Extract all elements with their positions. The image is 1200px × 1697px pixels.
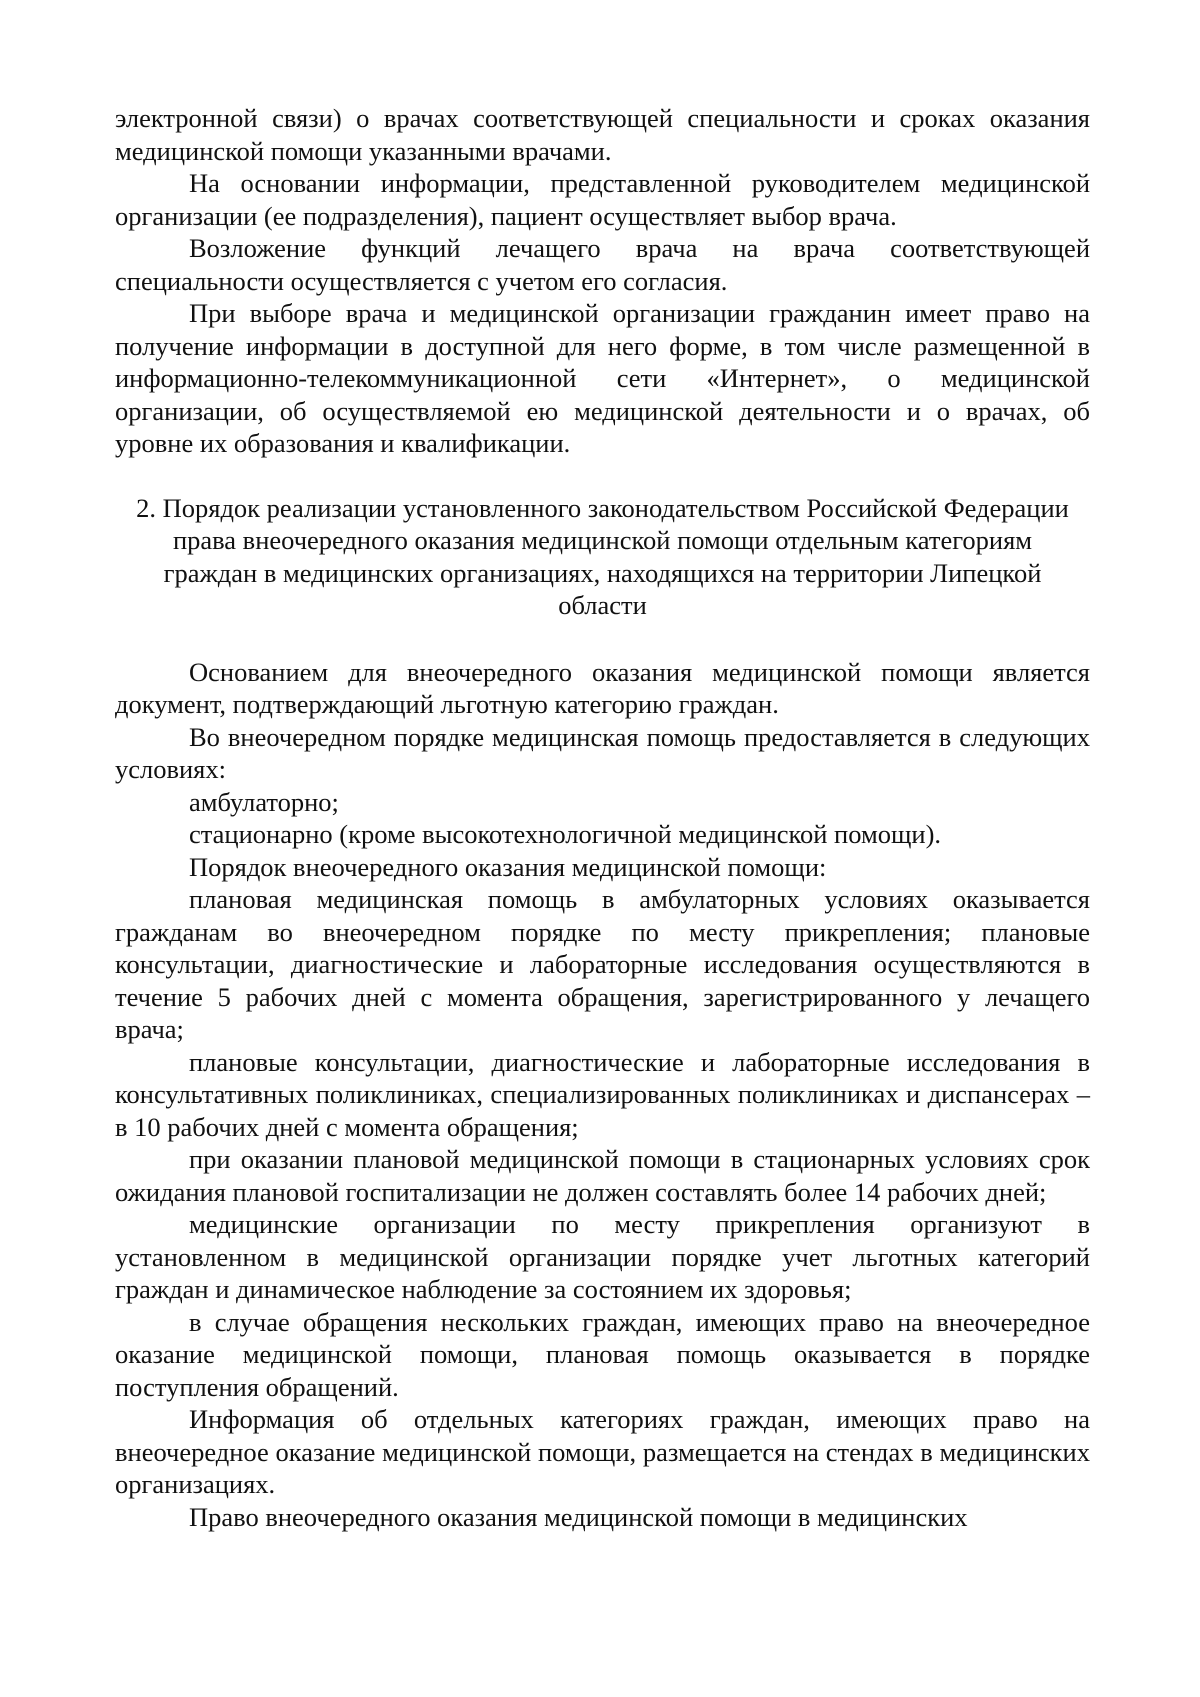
document-page <box>115 102 1090 1533</box>
paragraph: Информация об отдельных категориях граждан, имеющих право на внеочередное оказание медицинской помощи, размещается на стендах в медицинских организациях. <box>115 1404 1090 1499</box>
paragraph: стационарно (кроме высокотехнологичной медицинской помощи). <box>189 819 942 849</box>
paragraph: в случае обращения нескольких граждан, имеющих право на внеочередное оказание медицинской помощи, плановая помощь оказывается в порядке поступления обращений. <box>115 1306 1090 1402</box>
paragraph: На основании информации, представленной руководителем медицинской организации (ее подразделения), пациент осуществляет выбор врача. <box>115 168 1090 231</box>
paragraph: При выборе врача и медицинской организации гражданин имеет право на получение информации в доступной для него форме, в том числе размещенной в информационно-телекоммуникационной сети «Интернет», о медицинской организации, об осуществляемой ею медицинской деятельности и о врачах, об уровне их образования и квалификации. <box>115 298 1090 458</box>
paragraph: Возложение функций лечащего врача на врача соответствующей специальности осуществляется с учетом его согласия. <box>115 233 1090 296</box>
paragraph: электронной связи) о врачах соответствующей специальности и сроках оказания медицинской помощи указанными врачами. <box>115 103 1090 166</box>
paragraph: плановая медицинская помощь в амбулаторных условиях оказывается гражданам во внеочередном порядке по месту прикрепления; плановые консультации, диагностические и лабораторные исследования осуществляются в течение 5 рабочих дней с момента обращения, зарегистрированного у лечащего врача; <box>115 884 1090 1044</box>
paragraph: плановые консультации, диагностические и лабораторные исследования в консультативных поликлиниках, специализированных поликлиниках и диспансерах – в 10 рабочих дней с момента обращения; <box>115 1046 1090 1142</box>
paragraph: амбулаторно; <box>189 786 339 817</box>
paragraph: Основанием для внеочередного оказания медицинской помощи является документ, подтверждающий льготную категорию граждан. <box>115 656 1090 719</box>
paragraph: Во внеочередном порядке медицинская помощь предоставляется в следующих условиях: <box>115 721 1090 784</box>
paragraph: Право внеочередного оказания медицинской помощи в медицинских <box>189 1501 968 1532</box>
paragraph: Порядок внеочередного оказания медицинской помощи: <box>189 851 827 882</box>
paragraph: при оказании плановой медицинской помощи в стационарных условиях срок ожидания плановой госпитализации не должен составлять более 14 рабочих дней; <box>115 1144 1090 1207</box>
paragraph: медицинские организации по месту прикрепления организуют в установленном в медицинской организации порядке учет льготных категорий граждан и динамическое наблюдение за состоянием их здоровья; <box>115 1209 1090 1304</box>
section-heading: 2. Порядок реализации установленного законодательством Российской Федерации права внеочередного оказания медицинской помощи отдельным категориям граждан в медицинских организациях, находящихся на территории Липецкой области <box>136 492 1069 620</box>
